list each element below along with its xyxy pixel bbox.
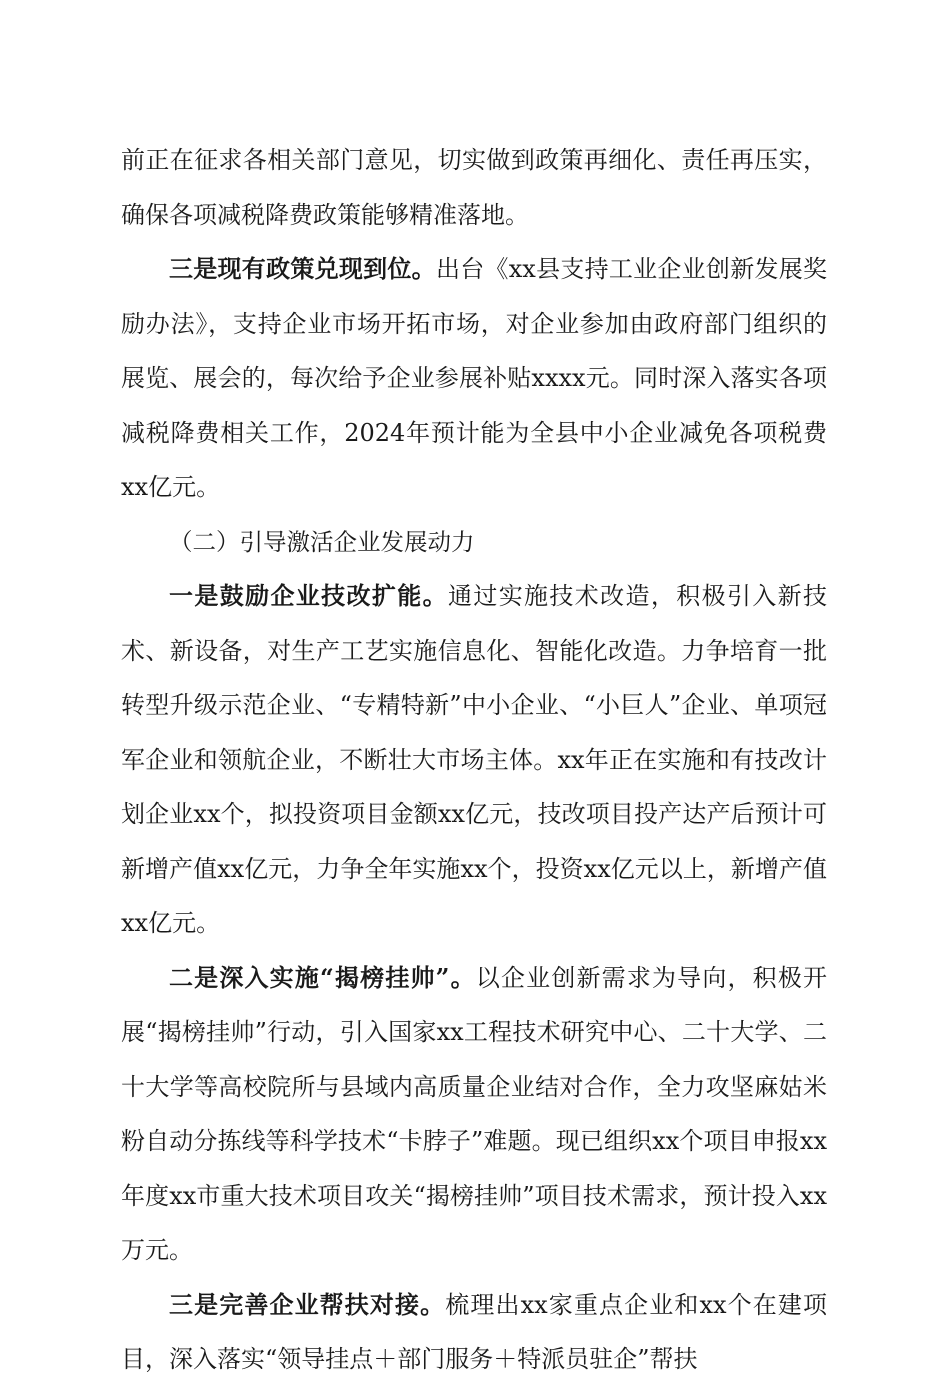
paragraph-continued — [121, 133, 827, 242]
paragraph-text: 梳理出xx家重点企业和xx个在建项目，深入落实“领导挂点＋部门服务＋特派员驻企”帮扶 — [121, 1290, 828, 1373]
paragraph-text: 通过实施技术改造，积极引入新技术、新设备，对生产工艺实施信息化、智能化改造。力争培育一批转型升级示范企业、“专精特新”中小企业、“小巨人”企业、单项冠军企业和领航企业，不断壮大市场主体。xx年正在实施和有技改计划企业xx个，拟投资项目金额xx亿元，技改项目投产达产后预计可新增产值xx亿元，力争全年实施xx个，投资xx亿元以上，新增产值xx亿元。 — [121, 582, 828, 937]
section-heading: （二）引导激活企业发展动力 — [169, 527, 475, 556]
paragraph-lead: 三是完善企业帮扶对接。 — [169, 1289, 446, 1319]
paragraph-policy-implementation — [121, 242, 827, 515]
paragraph-text: 以企业创新需求为导向，积极开展“揭榜挂帅”行动，引入国家xx工程技术研究中心、二十大学、二十大学等高校院所与县域内高质量企业结对合作，全力攻坚麻姑米粉自动分拣线等科学技术“卡脖子”难题。现已组织xx个项目申报xx年度xx市重大技术项目攻关“揭榜挂帅”项目技术需求，预计投入xx万元。 — [121, 963, 828, 1264]
paragraph-lead: 一是鼓励企业技改扩能。 — [169, 581, 448, 610]
paragraph-text: 前正在征求各相关部门意见，切实做到政策再细化、责任再压实，确保各项减税降费政策能够精准落地。 — [121, 146, 827, 229]
paragraph-lead: 三是现有政策兑现到位。 — [169, 254, 436, 283]
document-body — [121, 133, 827, 1387]
paragraph-lead: 二是深入实施“揭榜挂帅”。 — [169, 962, 476, 992]
paragraph-enterprise-support — [121, 1278, 827, 1387]
paragraph-text: 出台《xx县支持工业企业创新发展奖励办法》，支持企业市场开拓市场，对企业参加由政府部门组织的展览、展会的，每次给予企业参展补贴xxxx元。同时深入落实各项减税降费相关工作，2024年预计能为全县中小企业减免各项税费xx亿元。 — [121, 255, 828, 501]
paragraph-tech-upgrade — [121, 569, 827, 951]
paragraph-open-competition — [121, 951, 827, 1278]
